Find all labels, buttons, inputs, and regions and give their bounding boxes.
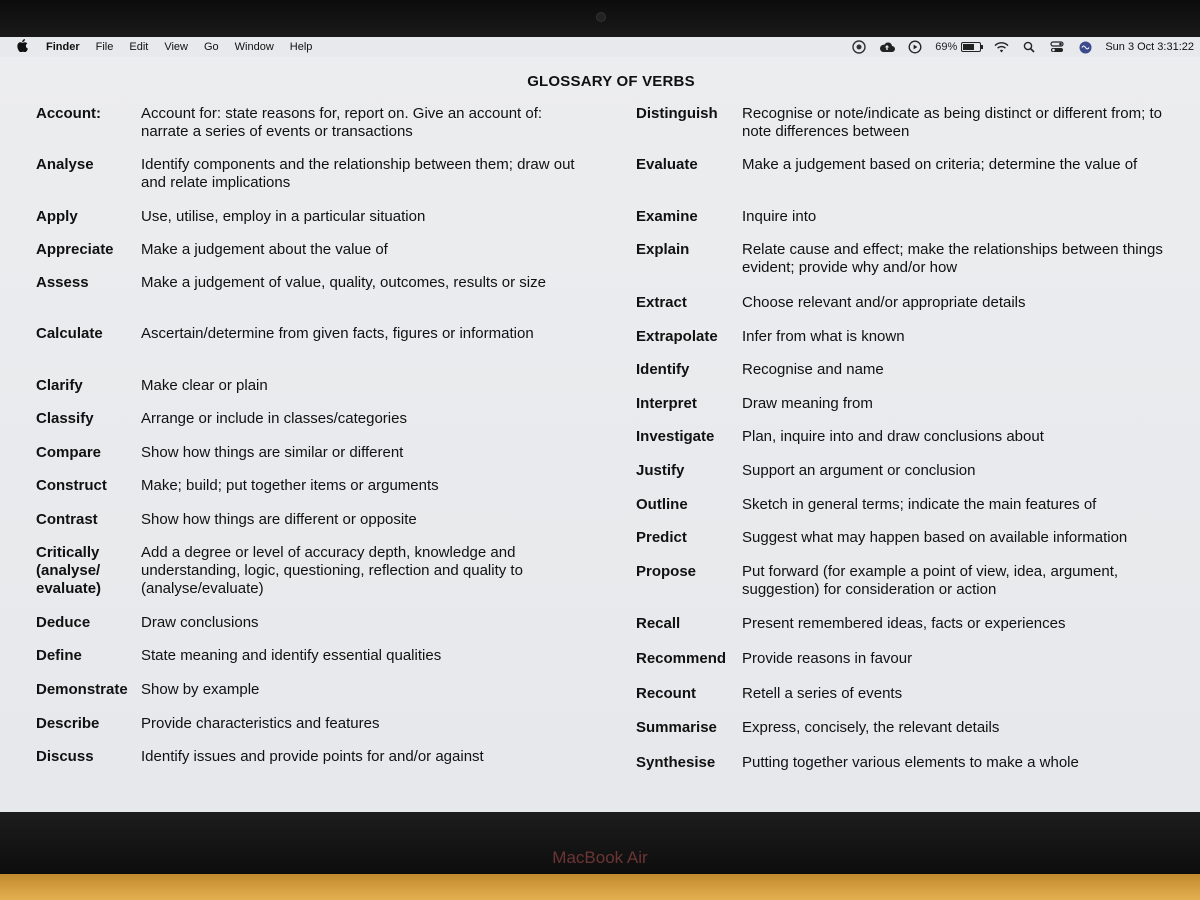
glossary-definition: Make; build; put together items or arguments bbox=[141, 477, 439, 494]
glossary-term: Demonstrate bbox=[36, 681, 128, 698]
battery-level bbox=[963, 44, 974, 50]
glossary-definition: Choose relevant and/or appropriate details bbox=[742, 294, 1026, 311]
menu-bar bbox=[0, 37, 1200, 57]
glossary-definition: Show how things are different or opposite bbox=[141, 511, 417, 528]
glossary-definition: Account for: state reasons for, report on. Give an account of: narrate a series of events or transactions bbox=[141, 105, 543, 140]
battery-icon bbox=[961, 42, 981, 52]
glossary-definition: Show by example bbox=[141, 681, 260, 698]
glossary-term: Synthesise bbox=[636, 754, 716, 771]
menu-help[interactable]: Help bbox=[289, 41, 313, 53]
glossary-term: Account: bbox=[36, 105, 101, 122]
wifi-icon[interactable] bbox=[993, 40, 1009, 54]
glossary-term: Explain bbox=[636, 241, 690, 258]
glossary-term: Extrapolate bbox=[636, 328, 718, 345]
glossary-term: Clarify bbox=[36, 377, 83, 394]
document-title: GLOSSARY OF VERBS bbox=[527, 73, 695, 90]
laptop-brand-label: MacBook Air bbox=[552, 848, 648, 867]
glossary-definition: Infer from what is known bbox=[742, 328, 905, 345]
glossary-term: Recount bbox=[636, 685, 696, 702]
glossary-definition: Inquire into bbox=[742, 208, 817, 225]
document bbox=[0, 59, 1200, 809]
menu-go[interactable]: Go bbox=[203, 41, 219, 53]
glossary-definition: Identify issues and provide points for and/or against bbox=[141, 748, 484, 765]
glossary-definition: Suggest what may happen based on available information bbox=[742, 529, 1128, 546]
glossary-term: Compare bbox=[36, 444, 102, 461]
glossary-definition: Recognise or note/indicate as being distinct or different from; to note differences between bbox=[742, 105, 1162, 140]
glossary-term: Extract bbox=[636, 294, 687, 311]
siri-icon[interactable] bbox=[1077, 40, 1093, 54]
glossary-term: Identify bbox=[636, 361, 690, 378]
glossary-term: Critically (analyse/ evaluate) bbox=[36, 544, 102, 597]
glossary-term: Justify bbox=[636, 462, 685, 479]
glossary-definition: Plan, inquire into and draw conclusions about bbox=[742, 428, 1044, 445]
glossary-term: Investigate bbox=[636, 428, 715, 445]
glossary-term: Deduce bbox=[36, 614, 91, 631]
glossary-term: Predict bbox=[636, 529, 687, 546]
glossary-definition: Add a degree or level of accuracy depth, knowledge and understanding, logic, questioning, reflection and quality to (analyse/evaluate) bbox=[141, 544, 523, 597]
glossary-term: Recall bbox=[636, 615, 681, 632]
glossary-term: Calculate bbox=[36, 325, 103, 342]
glossary-definition: Draw conclusions bbox=[141, 614, 259, 631]
glossary-definition: Retell a series of events bbox=[742, 685, 903, 702]
webcam bbox=[596, 12, 606, 22]
glossary-term: Outline bbox=[636, 496, 688, 513]
glossary-term: Classify bbox=[36, 410, 94, 427]
glossary-definition: Use, utilise, employ in a particular situation bbox=[141, 208, 426, 225]
menu-finder[interactable]: Finder bbox=[46, 41, 80, 53]
glossary-definition: Show how things are similar or different bbox=[141, 444, 404, 461]
battery-status[interactable] bbox=[935, 40, 981, 54]
glossary-definition: Relate cause and effect; make the relationships between things evident; provide why and/or how bbox=[742, 241, 1163, 276]
menu-bar-clock[interactable]: Sun 3 Oct 3:31:22 bbox=[1105, 41, 1194, 53]
glossary-term: Construct bbox=[36, 477, 107, 494]
glossary-term: Contrast bbox=[36, 511, 98, 528]
glossary-term: Distinguish bbox=[636, 105, 718, 122]
glossary-definition: Identify components and the relationship between them; draw out and relate implications bbox=[141, 156, 575, 191]
glossary-definition: Recognise and name bbox=[742, 361, 884, 378]
glossary-definition: Make a judgement based on criteria; determine the value of bbox=[742, 156, 1138, 173]
glossary-definition: Provide characteristics and features bbox=[141, 715, 380, 732]
laptop-top-bezel bbox=[0, 0, 1200, 38]
glossary-definition: Sketch in general terms; indicate the main features of bbox=[742, 496, 1097, 513]
glossary-term: Describe bbox=[36, 715, 100, 732]
glossary-term: Interpret bbox=[636, 395, 697, 412]
glossary-term: Evaluate bbox=[636, 156, 698, 173]
battery-percent: 69% bbox=[935, 41, 958, 53]
spotlight-search-icon[interactable] bbox=[1021, 40, 1037, 54]
menu-edit[interactable]: Edit bbox=[129, 41, 149, 53]
glossary-definition: Draw meaning from bbox=[742, 395, 873, 412]
glossary-definition: Ascertain/determine from given facts, figures or information bbox=[141, 325, 534, 342]
glossary-term: Examine bbox=[636, 208, 698, 225]
glossary-term: Appreciate bbox=[36, 241, 114, 258]
menu-file[interactable]: File bbox=[95, 41, 114, 53]
menu-window[interactable]: Window bbox=[234, 41, 274, 53]
glossary-term: Summarise bbox=[636, 719, 717, 736]
glossary-definition: Putting together various elements to make a whole bbox=[742, 754, 1079, 771]
creative-cloud-icon[interactable] bbox=[851, 40, 867, 54]
glossary-definition: Make a judgement of value, quality, outcomes, results or size bbox=[141, 274, 546, 291]
cloud-upload-icon[interactable] bbox=[879, 40, 895, 54]
control-center-icon[interactable] bbox=[1049, 40, 1065, 54]
glossary-definition: Arrange or include in classes/categories bbox=[141, 410, 407, 427]
apple-menu-icon[interactable] bbox=[14, 39, 30, 55]
glossary-term: Apply bbox=[36, 208, 78, 225]
glossary-term: Analyse bbox=[36, 156, 94, 173]
glossary-definition: Provide reasons in favour bbox=[742, 650, 913, 667]
glossary-definition: Present remembered ideas, facts or experiences bbox=[742, 615, 1066, 632]
menu-view[interactable]: View bbox=[164, 41, 188, 53]
screen bbox=[0, 37, 1200, 812]
glossary-definition: Make a judgement about the value of bbox=[141, 241, 388, 258]
glossary-term: Propose bbox=[636, 563, 697, 580]
glossary-definition: Put forward (for example a point of view, idea, argument, suggestion) for consideration or action bbox=[742, 563, 1119, 598]
glossary-term: Define bbox=[36, 647, 82, 664]
glossary-definition: State meaning and identify essential qualities bbox=[141, 647, 442, 664]
glossary-term: Assess bbox=[36, 274, 89, 291]
glossary-definition: Express, concisely, the relevant details bbox=[742, 719, 1000, 736]
glossary-term: Discuss bbox=[36, 748, 94, 765]
desk-surface bbox=[0, 874, 1200, 900]
glossary-definition: Support an argument or conclusion bbox=[742, 462, 976, 479]
play-circle-icon[interactable] bbox=[907, 40, 923, 54]
glossary-definition: Make clear or plain bbox=[141, 377, 268, 394]
glossary-term: Recommend bbox=[636, 650, 727, 667]
status-area bbox=[851, 37, 1200, 57]
